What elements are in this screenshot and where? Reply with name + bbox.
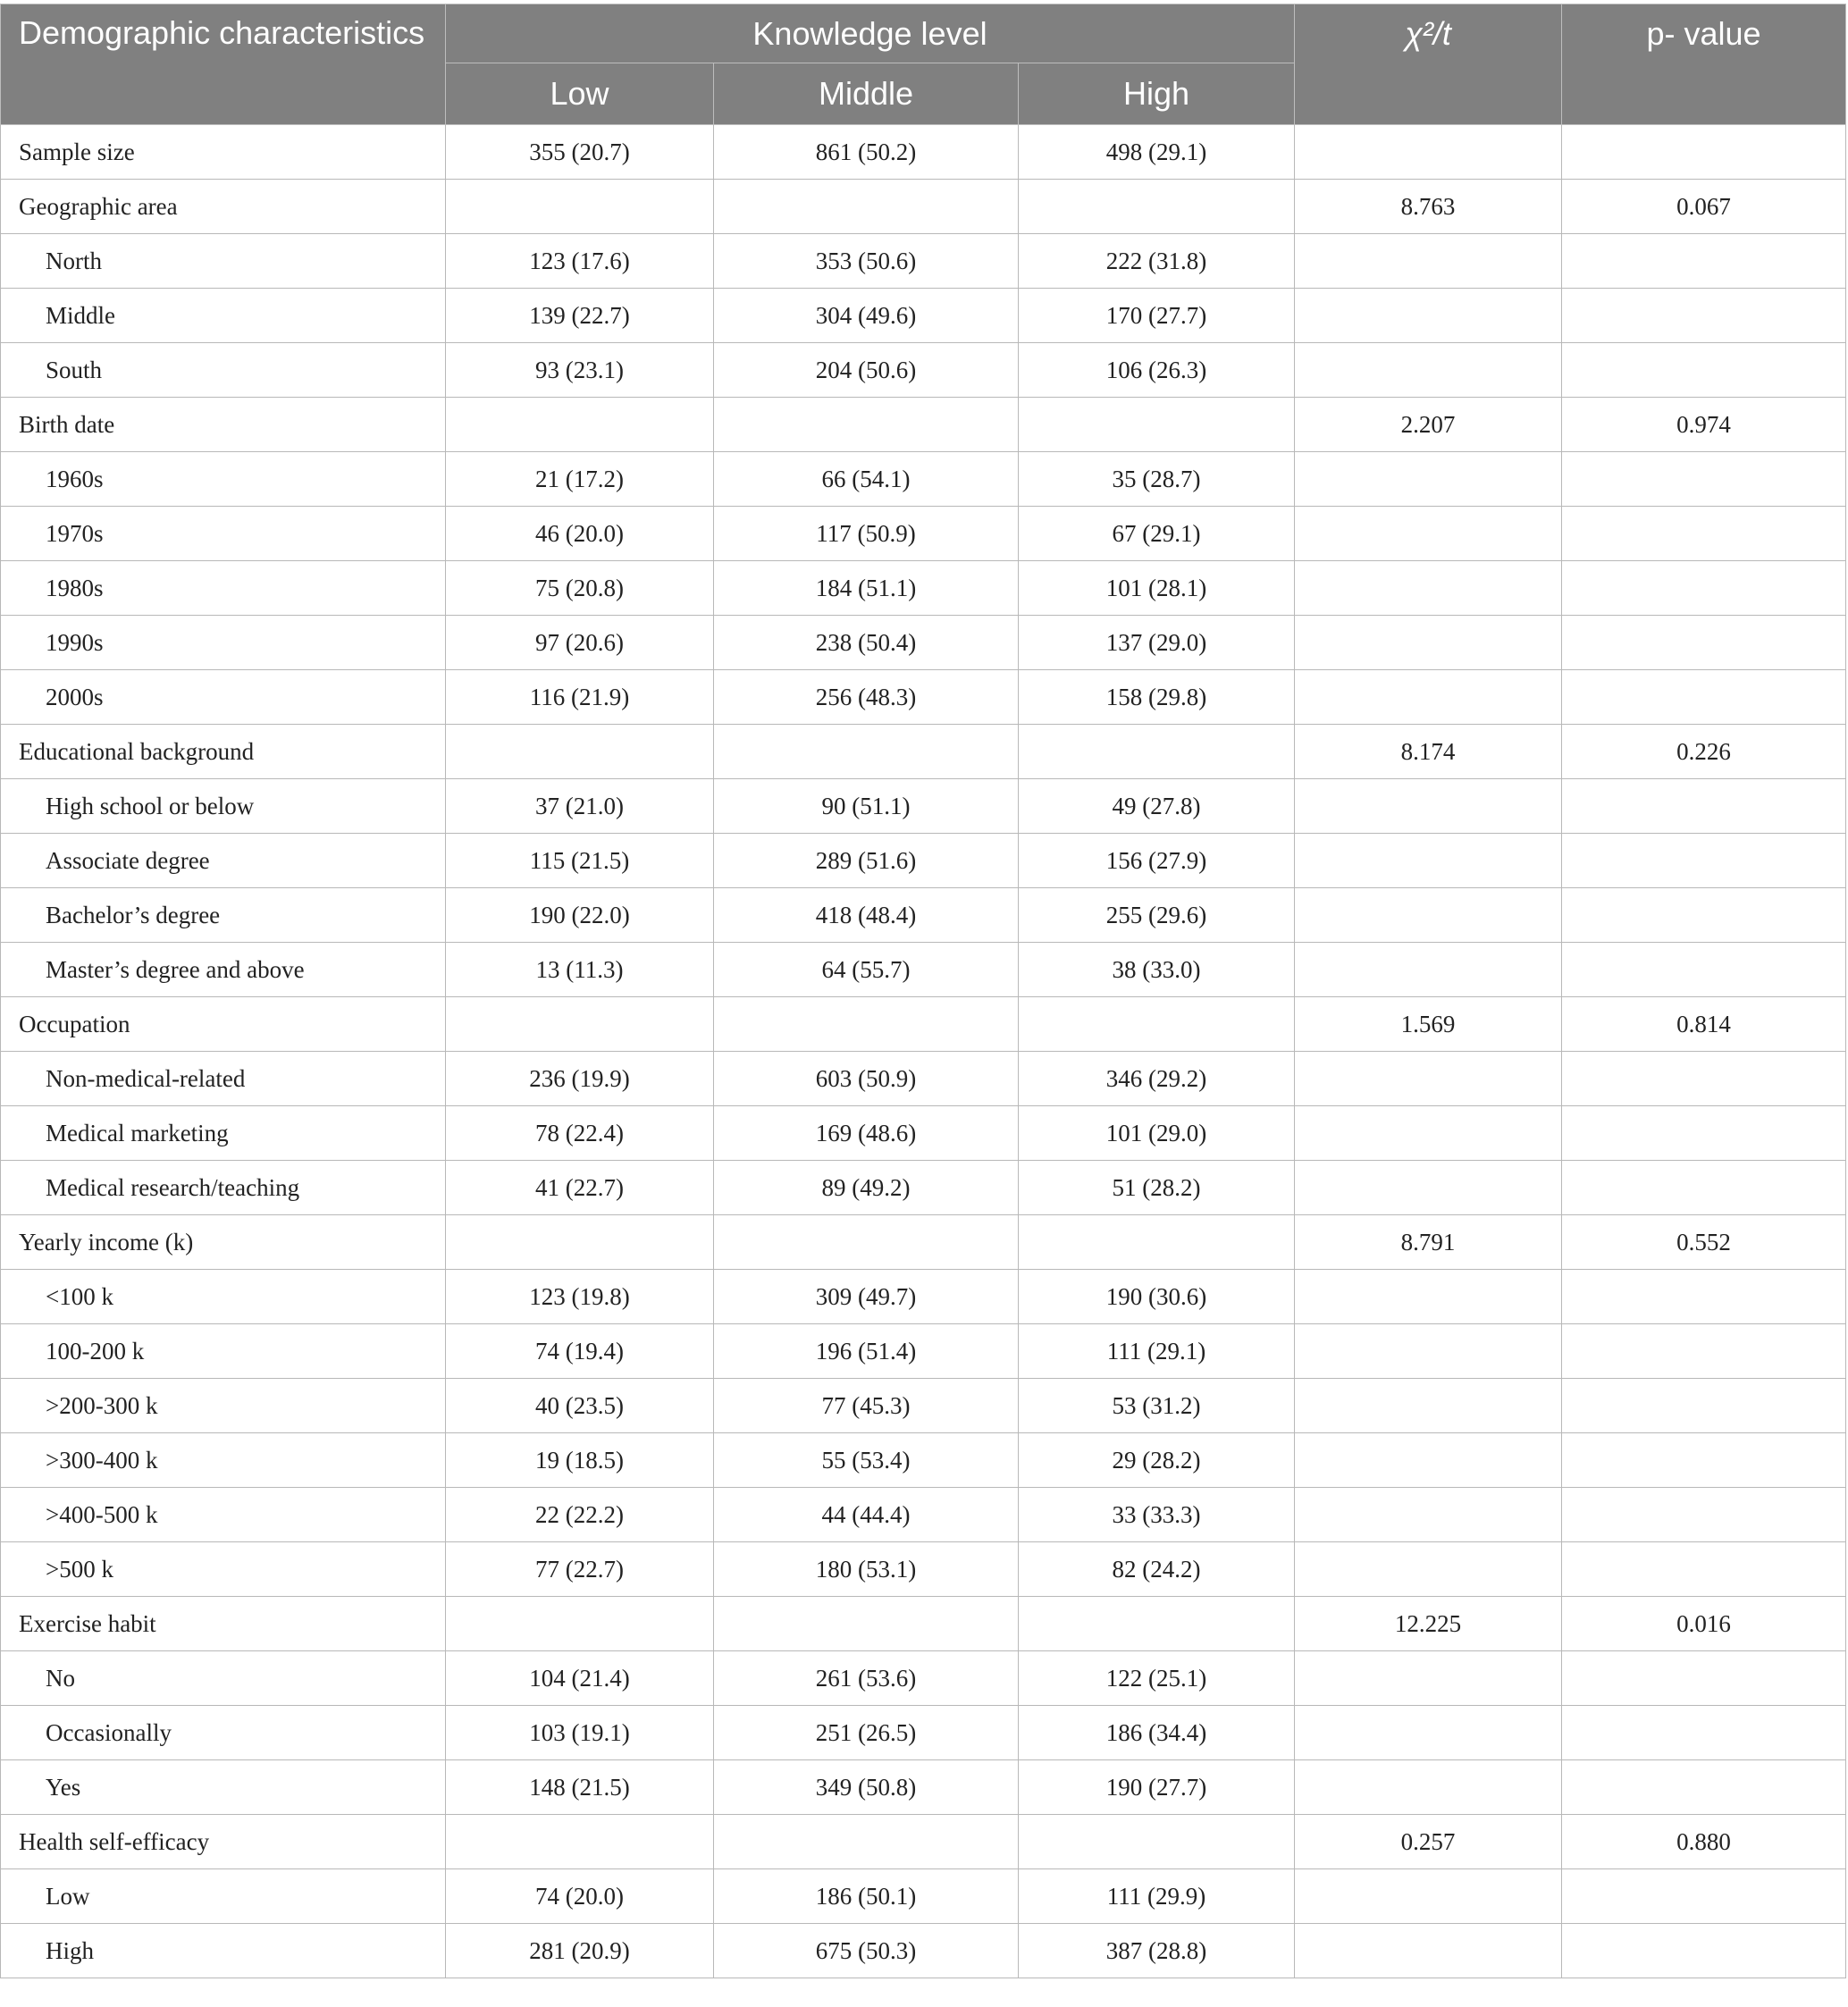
table-group-row [1,1215,1846,1270]
cell-p-value [1562,125,1846,180]
row-label: Exercise habit [1,1597,446,1651]
row-label: Yes [1,1760,446,1815]
cell-middle [714,1597,1019,1651]
cell-chi-t [1295,125,1562,180]
cell-p-value [1562,343,1846,398]
cell-high: 53 (31.2) [1019,1379,1295,1433]
cell-middle [714,1815,1019,1869]
table-group-row [1,180,1846,234]
cell-low: 355 (20.7) [446,125,714,180]
row-label: <100 k [1,1270,446,1324]
cell-middle [714,398,1019,452]
row-label: 1980s [1,561,446,616]
table-row [1,888,1846,943]
cell-middle: 64 (55.7) [714,943,1019,997]
cell-middle: 238 (50.4) [714,616,1019,670]
cell-chi-t [1295,1161,1562,1215]
cell-chi-t [1295,1052,1562,1106]
cell-middle: 309 (49.7) [714,1270,1019,1324]
row-label: Non-medical-related [1,1052,446,1106]
table-row [1,1324,1846,1379]
cell-chi-t: 8.763 [1295,180,1562,234]
cell-middle: 261 (53.6) [714,1651,1019,1706]
cell-high [1019,1215,1295,1270]
cell-high: 190 (27.7) [1019,1760,1295,1815]
cell-p-value [1562,1324,1846,1379]
row-label: >200-300 k [1,1379,446,1433]
cell-middle: 304 (49.6) [714,289,1019,343]
cell-high: 67 (29.1) [1019,507,1295,561]
cell-low: 77 (22.7) [446,1542,714,1597]
cell-low: 74 (19.4) [446,1324,714,1379]
cell-chi-t [1295,1433,1562,1488]
cell-high [1019,398,1295,452]
cell-middle [714,725,1019,779]
cell-high: 498 (29.1) [1019,125,1295,180]
cell-p-value [1562,1651,1846,1706]
cell-middle: 184 (51.1) [714,561,1019,616]
cell-chi-t [1295,1542,1562,1597]
row-label: 1960s [1,452,446,507]
cell-chi-t [1295,1760,1562,1815]
cell-high: 101 (28.1) [1019,561,1295,616]
cell-middle: 89 (49.2) [714,1161,1019,1215]
cell-high: 49 (27.8) [1019,779,1295,834]
table-row [1,1433,1846,1488]
cell-low: 19 (18.5) [446,1433,714,1488]
cell-middle: 251 (26.5) [714,1706,1019,1760]
table-row [1,1760,1846,1815]
table-row [1,289,1846,343]
row-label: Middle [1,289,446,343]
row-label: North [1,234,446,289]
cell-low: 78 (22.4) [446,1106,714,1161]
row-label: Medical research/teaching [1,1161,446,1215]
row-label: 2000s [1,670,446,725]
cell-p-value [1562,1760,1846,1815]
cell-low: 148 (21.5) [446,1760,714,1815]
table-group-row [1,725,1846,779]
cell-p-value: 0.067 [1562,180,1846,234]
header-high: High [1019,63,1295,125]
row-label: 1970s [1,507,446,561]
cell-middle: 55 (53.4) [714,1433,1019,1488]
cell-p-value: 0.880 [1562,1815,1846,1869]
row-label: No [1,1651,446,1706]
cell-low: 123 (19.8) [446,1270,714,1324]
cell-high: 106 (26.3) [1019,343,1295,398]
cell-low [446,725,714,779]
cell-low: 190 (22.0) [446,888,714,943]
cell-low [446,997,714,1052]
row-label: >500 k [1,1542,446,1597]
cell-chi-t [1295,1651,1562,1706]
table-row [1,1542,1846,1597]
cell-chi-t [1295,1324,1562,1379]
header-middle: Middle [714,63,1019,125]
cell-chi-t [1295,779,1562,834]
cell-low: 22 (22.2) [446,1488,714,1542]
table-group-row [1,125,1846,180]
cell-middle: 353 (50.6) [714,234,1019,289]
cell-chi-t [1295,234,1562,289]
cell-high [1019,1597,1295,1651]
row-label: Health self-efficacy [1,1815,446,1869]
row-label: Bachelor’s degree [1,888,446,943]
cell-high: 158 (29.8) [1019,670,1295,725]
cell-low [446,1215,714,1270]
cell-chi-t: 8.174 [1295,725,1562,779]
table-row [1,943,1846,997]
cell-chi-t: 12.225 [1295,1597,1562,1651]
cell-chi-t: 8.791 [1295,1215,1562,1270]
cell-p-value [1562,452,1846,507]
cell-low: 74 (20.0) [446,1869,714,1924]
cell-low [446,1597,714,1651]
cell-chi-t [1295,561,1562,616]
cell-low: 93 (23.1) [446,343,714,398]
cell-p-value [1562,1052,1846,1106]
cell-middle: 44 (44.4) [714,1488,1019,1542]
cell-high: 222 (31.8) [1019,234,1295,289]
cell-p-value [1562,289,1846,343]
row-label: Occupation [1,997,446,1052]
cell-low: 13 (11.3) [446,943,714,997]
cell-p-value [1562,1542,1846,1597]
table-row [1,234,1846,289]
cell-low: 75 (20.8) [446,561,714,616]
cell-low: 41 (22.7) [446,1161,714,1215]
cell-p-value [1562,507,1846,561]
table-row [1,452,1846,507]
cell-low: 104 (21.4) [446,1651,714,1706]
header-chi-t: χ²/t [1295,4,1562,125]
cell-high: 122 (25.1) [1019,1651,1295,1706]
cell-middle: 256 (48.3) [714,670,1019,725]
cell-middle: 861 (50.2) [714,125,1019,180]
cell-p-value [1562,616,1846,670]
cell-middle: 180 (53.1) [714,1542,1019,1597]
cell-high: 156 (27.9) [1019,834,1295,888]
cell-middle: 418 (48.4) [714,888,1019,943]
table-row [1,561,1846,616]
cell-p-value [1562,779,1846,834]
cell-high: 101 (29.0) [1019,1106,1295,1161]
table-row [1,343,1846,398]
cell-high: 38 (33.0) [1019,943,1295,997]
cell-p-value [1562,1869,1846,1924]
cell-p-value [1562,1488,1846,1542]
cell-p-value [1562,1161,1846,1215]
cell-chi-t [1295,670,1562,725]
cell-p-value: 0.974 [1562,398,1846,452]
cell-middle: 77 (45.3) [714,1379,1019,1433]
table-row [1,779,1846,834]
cell-middle: 196 (51.4) [714,1324,1019,1379]
row-label: Geographic area [1,180,446,234]
row-label: Birth date [1,398,446,452]
cell-low [446,398,714,452]
cell-middle [714,997,1019,1052]
cell-low: 115 (21.5) [446,834,714,888]
cell-low: 236 (19.9) [446,1052,714,1106]
cell-chi-t: 1.569 [1295,997,1562,1052]
row-label: Yearly income (k) [1,1215,446,1270]
cell-p-value: 0.552 [1562,1215,1846,1270]
knowledge-level-table [0,4,1846,1978]
cell-high: 255 (29.6) [1019,888,1295,943]
cell-high: 137 (29.0) [1019,616,1295,670]
cell-low: 97 (20.6) [446,616,714,670]
cell-middle: 204 (50.6) [714,343,1019,398]
header-demographic: Demographic characteristics [1,4,446,125]
cell-middle [714,180,1019,234]
cell-high: 346 (29.2) [1019,1052,1295,1106]
table-header [1,4,1846,125]
cell-p-value: 0.226 [1562,725,1846,779]
row-label: Sample size [1,125,446,180]
table-row [1,1924,1846,1978]
cell-high: 51 (28.2) [1019,1161,1295,1215]
cell-high: 82 (24.2) [1019,1542,1295,1597]
cell-low: 123 (17.6) [446,234,714,289]
table-row [1,1651,1846,1706]
table-body [1,125,1846,1978]
cell-high: 387 (28.8) [1019,1924,1295,1978]
table-row [1,670,1846,725]
row-label: Low [1,1869,446,1924]
row-label: Occasionally [1,1706,446,1760]
cell-chi-t [1295,452,1562,507]
table-row [1,1161,1846,1215]
cell-p-value [1562,1706,1846,1760]
cell-high: 29 (28.2) [1019,1433,1295,1488]
cell-p-value [1562,1433,1846,1488]
row-label: High school or below [1,779,446,834]
cell-p-value [1562,1379,1846,1433]
cell-p-value [1562,943,1846,997]
cell-low: 116 (21.9) [446,670,714,725]
cell-low [446,1815,714,1869]
cell-chi-t [1295,289,1562,343]
row-label: Master’s degree and above [1,943,446,997]
cell-high: 186 (34.4) [1019,1706,1295,1760]
cell-middle: 66 (54.1) [714,452,1019,507]
cell-high: 111 (29.1) [1019,1324,1295,1379]
cell-chi-t [1295,343,1562,398]
cell-chi-t [1295,1379,1562,1433]
cell-middle: 90 (51.1) [714,779,1019,834]
header-p-value: p- value [1562,4,1846,125]
cell-high [1019,1815,1295,1869]
cell-middle: 675 (50.3) [714,1924,1019,1978]
cell-high: 170 (27.7) [1019,289,1295,343]
cell-low: 40 (23.5) [446,1379,714,1433]
cell-chi-t: 2.207 [1295,398,1562,452]
cell-chi-t [1295,616,1562,670]
cell-low: 103 (19.1) [446,1706,714,1760]
table-group-row [1,398,1846,452]
row-label: High [1,1924,446,1978]
cell-low: 21 (17.2) [446,452,714,507]
cell-middle [714,1215,1019,1270]
cell-chi-t [1295,1924,1562,1978]
cell-low: 46 (20.0) [446,507,714,561]
table-row [1,1106,1846,1161]
cell-p-value [1562,1924,1846,1978]
cell-high: 33 (33.3) [1019,1488,1295,1542]
row-label: Medical marketing [1,1106,446,1161]
cell-high: 35 (28.7) [1019,452,1295,507]
cell-low: 281 (20.9) [446,1924,714,1978]
row-label: 1990s [1,616,446,670]
cell-middle: 117 (50.9) [714,507,1019,561]
cell-p-value [1562,234,1846,289]
cell-p-value [1562,1270,1846,1324]
cell-chi-t [1295,1106,1562,1161]
cell-chi-t [1295,1270,1562,1324]
cell-chi-t [1295,834,1562,888]
cell-chi-t: 0.257 [1295,1815,1562,1869]
row-label: 100-200 k [1,1324,446,1379]
table-row [1,616,1846,670]
row-label: >400-500 k [1,1488,446,1542]
cell-middle: 169 (48.6) [714,1106,1019,1161]
cell-high [1019,180,1295,234]
cell-p-value [1562,670,1846,725]
cell-middle: 603 (50.9) [714,1052,1019,1106]
cell-middle: 289 (51.6) [714,834,1019,888]
cell-p-value: 0.814 [1562,997,1846,1052]
row-label: Educational background [1,725,446,779]
cell-p-value [1562,1106,1846,1161]
table-row [1,1488,1846,1542]
header-knowledge-level: Knowledge level [446,4,1295,63]
cell-chi-t [1295,1488,1562,1542]
cell-high: 111 (29.9) [1019,1869,1295,1924]
row-label: >300-400 k [1,1433,446,1488]
table-group-row [1,997,1846,1052]
cell-low [446,180,714,234]
table-row [1,1379,1846,1433]
cell-chi-t [1295,1869,1562,1924]
table-row [1,1270,1846,1324]
cell-p-value: 0.016 [1562,1597,1846,1651]
cell-chi-t [1295,888,1562,943]
cell-low: 139 (22.7) [446,289,714,343]
header-low: Low [446,63,714,125]
cell-high [1019,997,1295,1052]
cell-low: 37 (21.0) [446,779,714,834]
cell-p-value [1562,561,1846,616]
cell-middle: 349 (50.8) [714,1760,1019,1815]
cell-chi-t [1295,507,1562,561]
table-row [1,834,1846,888]
row-label: Associate degree [1,834,446,888]
cell-high: 190 (30.6) [1019,1270,1295,1324]
table-row [1,1052,1846,1106]
table-row [1,1869,1846,1924]
cell-chi-t [1295,943,1562,997]
cell-p-value [1562,834,1846,888]
cell-p-value [1562,888,1846,943]
table-group-row [1,1815,1846,1869]
table-row [1,507,1846,561]
row-label: South [1,343,446,398]
cell-chi-t [1295,1706,1562,1760]
table-row [1,1706,1846,1760]
table-group-row [1,1597,1846,1651]
cell-middle: 186 (50.1) [714,1869,1019,1924]
cell-high [1019,725,1295,779]
